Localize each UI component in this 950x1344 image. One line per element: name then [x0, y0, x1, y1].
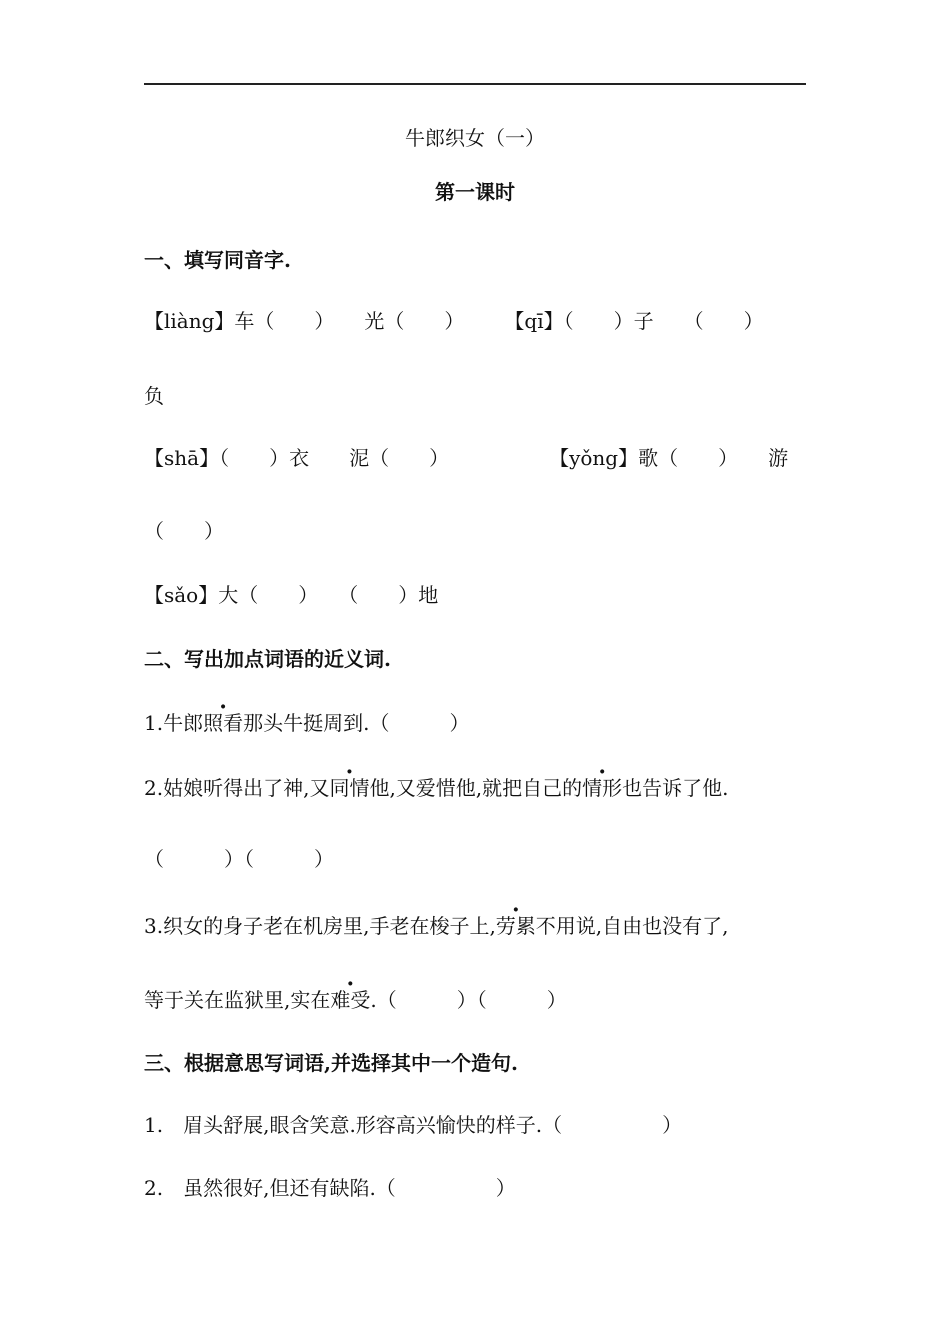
- section1-row3: 【sǎo】大（ ） （ ）地: [144, 583, 439, 607]
- page-subtitle: 第一课时: [435, 180, 515, 204]
- header-rule: [144, 83, 806, 85]
- section1-heading: 一、填写同音字.: [144, 248, 291, 272]
- section1-row1-cont: 负: [144, 384, 164, 408]
- section3-q2: 2. 虽然很好,但还有缺陷.（ ）: [144, 1176, 516, 1200]
- q1-text-post: 那头牛挺周到.（ ）: [243, 711, 470, 735]
- q3b-dotted-word: 难受: [330, 988, 371, 1012]
- q2-dotted-word-2: 情形: [582, 776, 623, 800]
- q3b-text-pre: 等于关在监狱里,实在: [144, 988, 331, 1012]
- q3-dotted-word: 劳累: [495, 914, 536, 938]
- section2-heading: 二、写出加点词语的近义词.: [144, 647, 391, 671]
- section1-row1: 【liàng】车（ ） 光（ ） 【qī】（ ）子 （ ）: [144, 309, 764, 333]
- page-title: 牛郎织女（一）: [405, 126, 545, 150]
- q2-dotted-word-1: 同情: [329, 776, 370, 800]
- q3b-text-post: .（ ）（ ）: [370, 988, 567, 1012]
- section2-q1: [144, 709, 469, 737]
- section2-q3: [144, 912, 729, 940]
- q1-text-pre: 1.牛郎: [144, 711, 204, 735]
- section1-row2: 【shā】（ ）衣 泥（ ） 【yǒng】歌（ ） 游: [144, 446, 789, 470]
- section1-row2-cont: （ ）: [144, 519, 224, 543]
- q3-text-post: 不用说,自由也没有了,: [535, 914, 729, 938]
- section3-q1: 1. 眉头舒展,眼含笑意.形容高兴愉快的样子.（ ）: [144, 1113, 683, 1137]
- q3-text-pre: 3.织女的身子老在机房里,手老在梭子上,: [144, 914, 496, 938]
- q2-text-a: 2.姑娘听得出了神,又: [144, 776, 330, 800]
- section2-q2: [144, 774, 729, 802]
- q2-text-c: 也告诉了他.: [622, 776, 729, 800]
- q1-dotted-word: 照看: [203, 711, 244, 735]
- section3-heading: 三、根据意思写词语,并选择其中一个造句.: [144, 1051, 518, 1075]
- section2-q3-cont: [144, 986, 567, 1014]
- section2-q2-blanks: （ ）（ ）: [144, 847, 334, 871]
- q2-text-b: 他,又爱惜他,就把自己的: [369, 776, 583, 800]
